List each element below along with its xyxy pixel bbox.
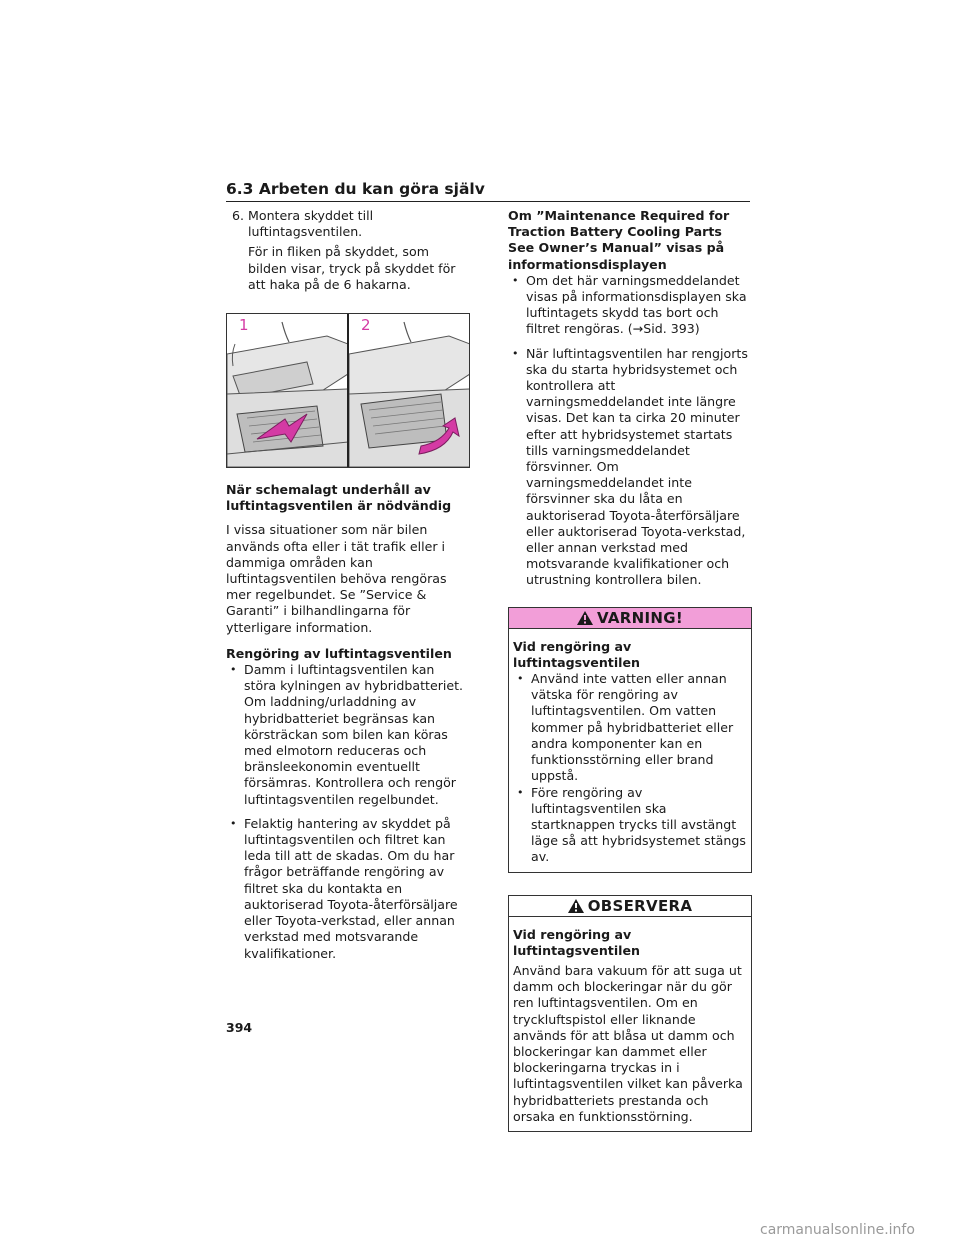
warning-subheading: Vid rengöring av luftintagsventilen xyxy=(513,638,640,670)
figure-2-drawing xyxy=(349,314,469,467)
notice-content xyxy=(509,917,751,1131)
left-column xyxy=(226,208,470,962)
maintenance-message-bullets xyxy=(508,273,752,589)
page-number: 394 xyxy=(226,1020,253,1035)
scheduled-maintenance-text: I vissa situationer som när bilen används ofta eller i tät trafik eller i dammiga områden kan luftintagsventilen behöva rengöras mer regelbundet. Se ”Service & Garanti” i bilhandlingarna för ytterligare information. xyxy=(226,522,447,635)
step-detail: För in fliken på skyddet, som bilden visar, tryck på skyddet för att haka på de 6 hakarna. xyxy=(248,244,456,292)
notice-box xyxy=(508,895,752,1132)
figure-panel-1 xyxy=(227,314,347,467)
cleaning-heading: Rengöring av luftintagsventilen xyxy=(226,645,452,661)
watermark: carmanualsonline.info xyxy=(760,1222,915,1238)
notice-title-bar xyxy=(509,896,751,917)
list-item: • Före rengöring av luftintagsventilen ska startknappen trycks till avstängt läge så att hybridsystemet stängs av. xyxy=(513,785,747,866)
cover-installation-figure xyxy=(226,313,470,468)
step-6 xyxy=(226,208,470,293)
list-item: • När luftintagsventilen har rengjorts ska du starta hybridsystemet och kontrollera att varningsmeddelandet inte längre visas. Det kan ta cirka 20 minuter efter att hybridsystemet startats tills varningsmeddelandet försvinner. Om varningsmeddelandet inte försvinner ska du låta en auktoriserad Toyota-återförsäljare eller auktoriserad Toyota-verkstad, eller annan verkstad med motsvarande kvalifikationer och utrustning kontrollera bilen. xyxy=(508,346,752,589)
list-item: • Använd inte vatten eller annan vätska för rengöring av luftintagsventilen. Om vatten kommer på hybridbatteriet eller andra komponenter kan en funktionsstörning eller brand uppstå. xyxy=(513,671,747,784)
step-instruction: Montera skyddet till luftintagsventilen. xyxy=(248,208,374,240)
list-item: • Om det här varningsmeddelandet visas på informationsdisplayen ska luftintagets skydd tas bort och filtret rengöras. (→Sid. 393) xyxy=(508,273,752,338)
notice-title: OBSERVERA xyxy=(587,896,693,915)
step-number: 6. xyxy=(232,208,245,223)
figure-panel-2 xyxy=(347,314,469,467)
notice-subheading: Vid rengöring av luftintagsventilen xyxy=(513,926,640,958)
warning-title-bar xyxy=(509,608,751,629)
maintenance-message-heading: Om ”Maintenance Required for Traction Battery Cooling Parts See Owner’s Manual” visas på informationsdisplayen xyxy=(508,208,730,272)
warning-triangle-icon xyxy=(577,611,593,625)
figure-1-drawing xyxy=(227,314,347,467)
notice-text: Använd bara vakuum för att suga ut damm och blockeringar när du gör ren luftintagsventilen. Om en tryckluftspistol eller liknande används för att blåsa ut damm och blockeringar kan dammet eller blockeringarna tryckas in i luftintagsventilen vilket kan påverka hybridbatteriets prestanda och orsaka en funktionsstörning. xyxy=(513,962,743,1124)
warning-content xyxy=(509,629,751,872)
warning-bullets xyxy=(513,671,747,865)
caution-triangle-icon xyxy=(568,899,584,913)
warning-title: VARNING! xyxy=(597,608,683,627)
list-item: • Damm i luftintagsventilen kan störa kylningen av hybridbatteriet. Om laddning/urladdning av hybridbatteriet begränsas kan körsträckan som bilen kan köras med elmotorn reduceras och bränsleekonomin eventuellt försämras. Kontrollera och rengör luftintagsventilen regelbundet. xyxy=(226,662,470,808)
figure-label-1: 1 xyxy=(239,316,249,335)
warning-box xyxy=(508,607,752,873)
list-item: • Felaktig hantering av skyddet på luftintagsventilen och filtret kan leda till att de skadas. Om du har frågor beträffande rengöring av filtret ska du kontakta en auktoriserad Toyota-återförsäljare eller Toyota-verkstad, eller annan verkstad med motsvarande kvalifikationer. xyxy=(226,816,470,962)
section-header: 6.3 Arbeten du kan göra själv xyxy=(226,180,750,202)
right-column xyxy=(508,208,752,1132)
figure-label-2: 2 xyxy=(361,316,371,335)
cleaning-bullets xyxy=(226,662,470,962)
scheduled-maintenance-heading: När schemalagt underhåll av luftintagsventilen är nödvändig xyxy=(226,482,452,514)
